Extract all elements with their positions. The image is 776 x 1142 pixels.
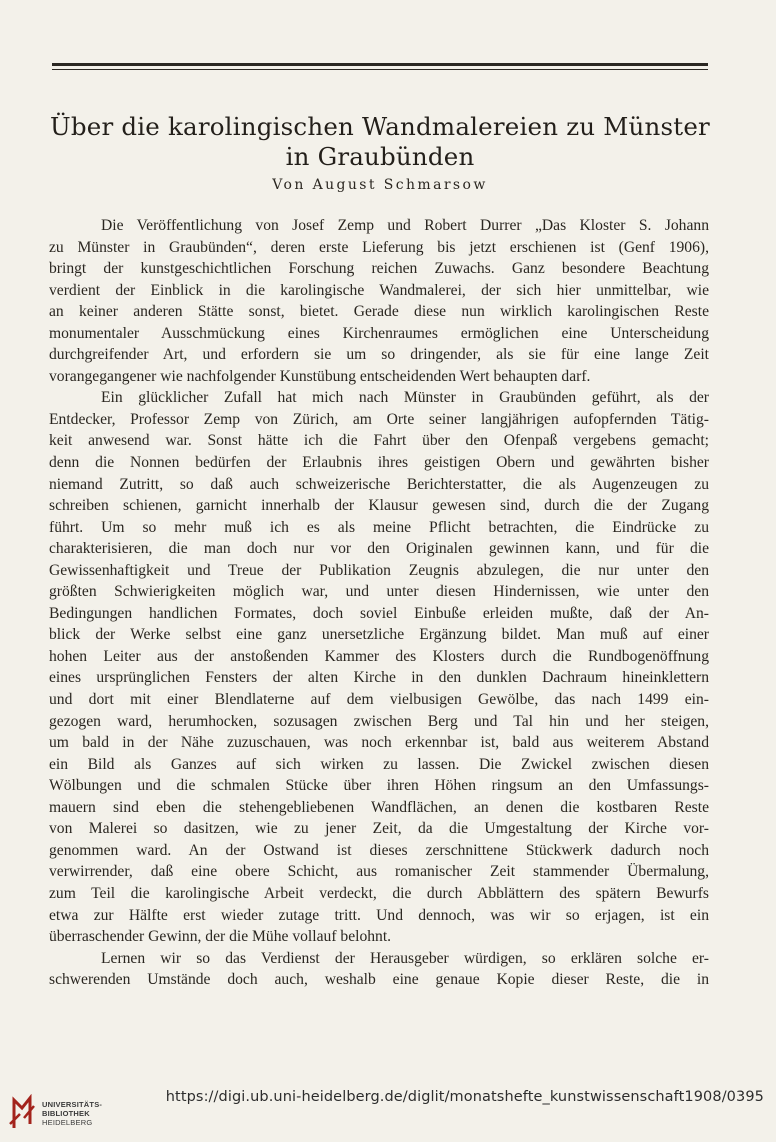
text-line: von Malerei so dasitzen, wie zu jener Zeit, da die Umgestaltung der Kirche vor- bbox=[49, 820, 709, 838]
article-title bbox=[40, 112, 720, 172]
title-line-1: Über die karolingischen Wandmalereien zu Münster bbox=[50, 112, 710, 141]
text-line: etwa zur Hälfte erst wieder zutage tritt. Und dennoch, was wir so erjagen, ist ein bbox=[49, 906, 709, 924]
article-author: Von August Schmarsow bbox=[272, 177, 488, 193]
text-line: durchgreifender Art, und erfordern sie um so dringender, als sie für eine lange Zeit bbox=[49, 346, 709, 364]
text-line: monumentaler Ausschmückung eines Kirchenraumes ermöglichen eine Unterscheidung bbox=[49, 324, 709, 342]
text-line: keit anwesend war. Sonst hätte ich die Fahrt über den Ofenpaß vergebens gemacht; bbox=[49, 432, 709, 450]
library-name bbox=[42, 1100, 102, 1127]
text-line: charakterisieren, die man doch nur vor den Originalen gewinnen kann, und für die bbox=[49, 540, 709, 558]
text-line: um bald in der Nähe zuzuschauen, was noch erkennbar ist, bald aus weiterem Abstand bbox=[49, 734, 709, 752]
text-line: eines ursprünglichen Fensters der alten Kirche in den dunklen Dachraum hineinklettern bbox=[49, 669, 709, 687]
text-line: blick der Werke selbst eine ganz unersetzliche Ergänzung bildet. Man muß auf einer bbox=[49, 626, 709, 644]
text-line: Lernen wir so das Verdienst der Herausgeber würdigen, so erklären solche er- bbox=[101, 949, 709, 967]
text-line: führt. Um so mehr muß ich es als meine Pflicht betrachten, die Eindrücke zu bbox=[49, 518, 709, 536]
library-name-line-1: UNIVERSITÄTS- bbox=[42, 1100, 103, 1109]
text-line: vorangegangener wie nachfolgender Kunstübung entscheidenden Wert behaupten darf. bbox=[49, 367, 591, 385]
text-line: hohen Leiter aus der anstoßenden Kammer des Klosters durch die Rundbogenöffnung bbox=[49, 647, 709, 665]
library-name-line-3: HEIDELBERG bbox=[42, 1118, 93, 1127]
text-line: schwerenden Umstände doch auch, weshalb eine genaue Kopie dieser Reste, die in bbox=[49, 971, 709, 989]
text-line: an keiner anderen Stätte sonst, bietet. Gerade diese nun wirklich karolingischen Reste bbox=[49, 303, 709, 321]
title-line-2: in Graubünden bbox=[285, 142, 475, 171]
text-line: ein Bild als Ganzes auf sich wirken zu lassen. Die Zwickel zwischen diesen bbox=[49, 755, 709, 773]
text-line: Bedingungen handlichen Formates, doch soviel Einbuße erleiden mußte, daß der An- bbox=[49, 604, 709, 622]
source-url-link[interactable]: https://digi.ub.uni-heidelberg.de/diglit/monatshefte_kunstwissenschaft1908/0395 bbox=[165, 1089, 764, 1105]
library-logo-icon bbox=[8, 1094, 38, 1130]
text-line: größten Schwierigkeiten möglich war, und unter diesen Hindernissen, wie unter den bbox=[49, 583, 709, 601]
text-line: Die Veröffentlichung von Josef Zemp und Robert Durrer „Das Kloster S. Johann bbox=[101, 217, 709, 234]
text-line: genommen ward. An der Ostwand ist dieses zerschnittene Stückwerk dadurch noch bbox=[49, 841, 709, 859]
text-line: bringt der kunstgeschichtlichen Forschung reichen Zuwachs. Ganz besondere Beachtung bbox=[49, 260, 709, 278]
text-line: zum Teil die karolingische Arbeit verdeckt, die durch Abblättern des spätern Bewurfs bbox=[49, 884, 709, 902]
article-body bbox=[49, 215, 709, 991]
text-line: gezogen ward, herumhocken, sozusagen zwischen Berg und Tal hin und her steigen, bbox=[49, 712, 709, 730]
text-line: verwirrender, daß eine obere Schicht, aus romanischer Zeit stammender Übermalung, bbox=[49, 863, 709, 881]
text-line: Gewissenhaftigkeit und Treue der Publikation Zeugnis abzulegen, die nur unter den bbox=[49, 561, 709, 579]
text-line: mauern sind eben die stehengebliebenen Wandflächen, an denen die kostbaren Reste bbox=[49, 798, 709, 816]
header-rule-thick bbox=[52, 63, 708, 66]
text-line: überraschender Gewinn, der die Mühe vollauf belohnt. bbox=[49, 928, 392, 946]
library-name-line-2: BIBLIOTHEK bbox=[42, 1109, 90, 1118]
text-line: Ein glücklicher Zufall hat mich nach Münster in Graubünden geführt, als der bbox=[101, 389, 709, 407]
text-line: und dort mit einer Blendlaterne auf dem vielbusigen Gewölbe, das nach 1499 ein- bbox=[49, 691, 709, 709]
header-rule-thin bbox=[52, 69, 708, 70]
text-line: Entdecker, Professor Zemp von Zürich, am Orte seiner langjährigen aufopfernden Tätig- bbox=[49, 410, 709, 428]
text-line: zu Münster in Graubünden“, deren erste Lieferung bis jetzt erschienen ist (Genf 1906), bbox=[49, 238, 709, 256]
text-line: niemand Zutritt, so daß auch schweizerische Berichterstatter, die als Augenzeugen zu bbox=[49, 475, 709, 493]
text-line: denn die Nonnen bedürfen der Erlaubnis ihres geistigen Obern und gewährten bisher bbox=[49, 454, 709, 472]
text-line: verdient der Einblick in die karolingische Wandmalerei, der sich hier unmittelbar, wie bbox=[49, 281, 709, 299]
text-line: Wölbungen und die schmalen Stücke über ihren Höhen ringsum an den Umfassungs- bbox=[49, 777, 709, 795]
page-footer bbox=[0, 1082, 776, 1142]
text-line: schreiben schienen, garnicht innerhalb der Klausur gewesen sind, durch die der Zugang bbox=[49, 497, 709, 515]
